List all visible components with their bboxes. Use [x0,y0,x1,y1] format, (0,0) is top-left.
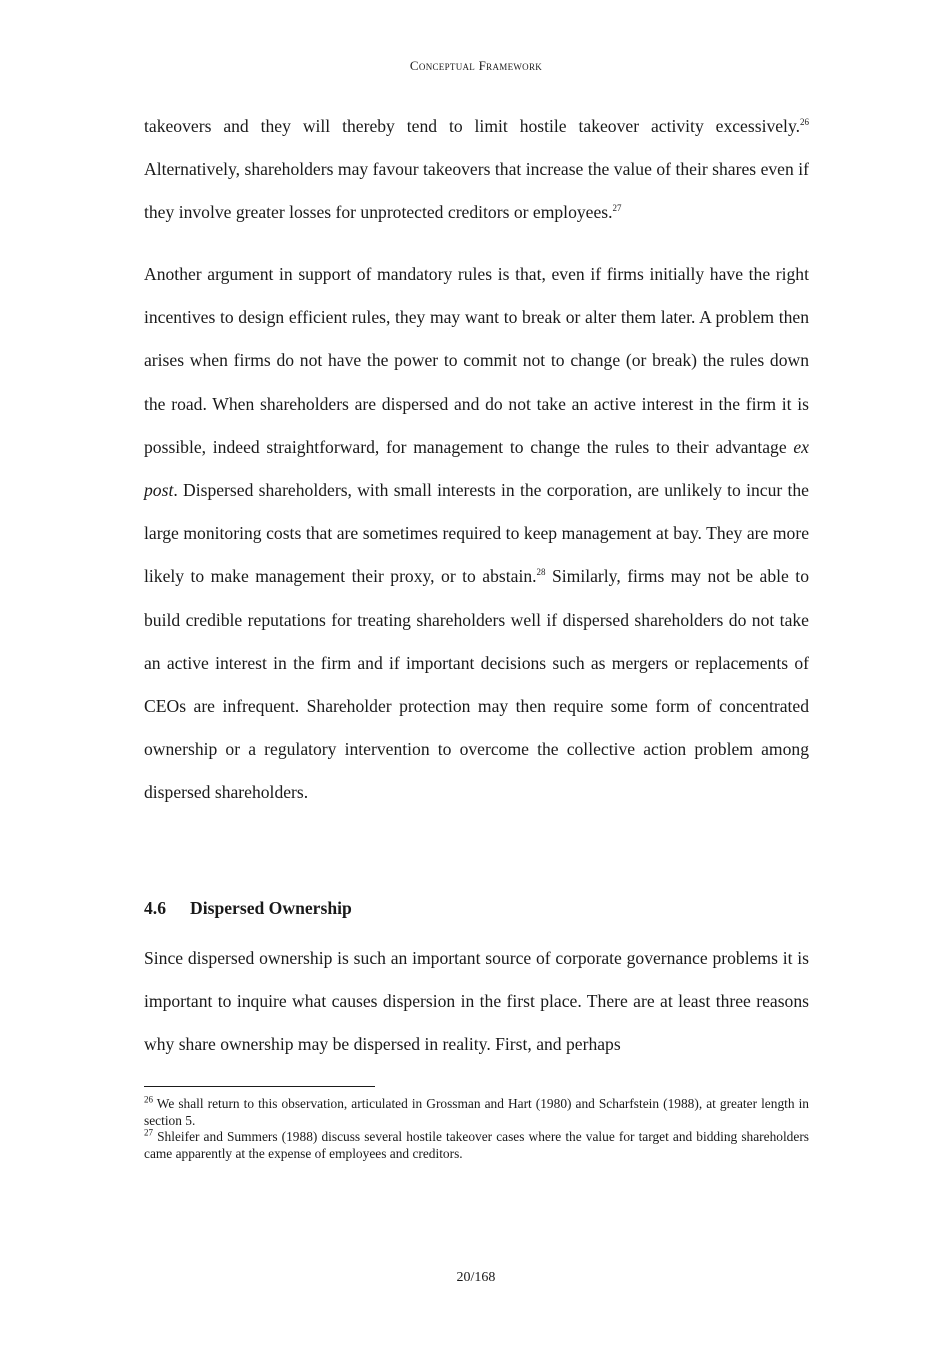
footnote-text: Shleifer and Summers (1988) discuss several hostile takeover cases where the value for target and bidding shareholders came apparently at the expense of employees and creditors. [144,1129,809,1161]
footnote-reference[interactable]: 26 [800,117,809,128]
footnote-mark: 26 [144,1094,153,1105]
paragraph-text: takeovers and they will thereby tend to limit hostile takeover activity excessively. [144,116,800,136]
section-number: 4.6 [144,898,166,918]
body-paragraph-1 [144,105,809,235]
paragraph-text: Since dispersed ownership is such an important source of corporate governance problems it is important to inquire what causes dispersion in the first place. There are at least three reasons why share ownership may be dispersed in reality. First, and perhaps [144,948,809,1055]
body-paragraph-2 [144,253,809,815]
paragraph-text: Another argument in support of mandatory rules is that, even if firms initially have the right incentives to design efficient rules, they may want to break or alter them later. A problem then arises when firms do not have the power to commit not to change (or break) the rules down the road. When shareholders are dispersed and do not take an active interest in the firm it is possible, indeed straightforward, for management to change the rules to their advantage [144,264,809,457]
body-paragraph-3 [144,937,809,1067]
section-heading [144,896,352,920]
footnotes [144,1096,809,1162]
paragraph-text: . Dispersed shareholders, with small interests in the corporation, are unlikely to incur the large monitoring costs that are sometimes required to keep management at bay. They are more likely to make management their proxy, or to abstain. [144,480,809,587]
page-number: 20/168 [456,1270,496,1285]
footnote-reference[interactable]: 27 [612,203,622,214]
footnote-divider [144,1086,375,1087]
section-title: Dispersed Ownership [190,898,352,918]
italic-term: ex post [144,436,809,501]
paragraph-text: Alternatively, shareholders may favour takeovers that increase the value of their shares even if they involve greater losses for unprotected creditors or employees. [144,159,809,223]
paragraph-text: Similarly, firms may not be able to build credible reputations for treating shareholders well if dispersed shareholders do not take an active interest in the firm and if important decisions such as mergers or replacements of CEOs are infrequent. Shareholder protection may then require some form of concentrated ownership or a regulatory intervention to overcome the collective action problem among dispersed shareholders. [144,566,809,803]
footnote-text: We shall return to this observation, articulated in Grossman and Hart (1980) and Scharfstein (1988), at greater length in section 5. [144,1096,809,1128]
footnote-mark: 27 [144,1127,153,1138]
running-header: Conceptual Framework [409,58,543,73]
footnote-reference[interactable]: 28 [536,567,546,578]
footnote [144,1129,809,1162]
footnote [144,1096,809,1129]
